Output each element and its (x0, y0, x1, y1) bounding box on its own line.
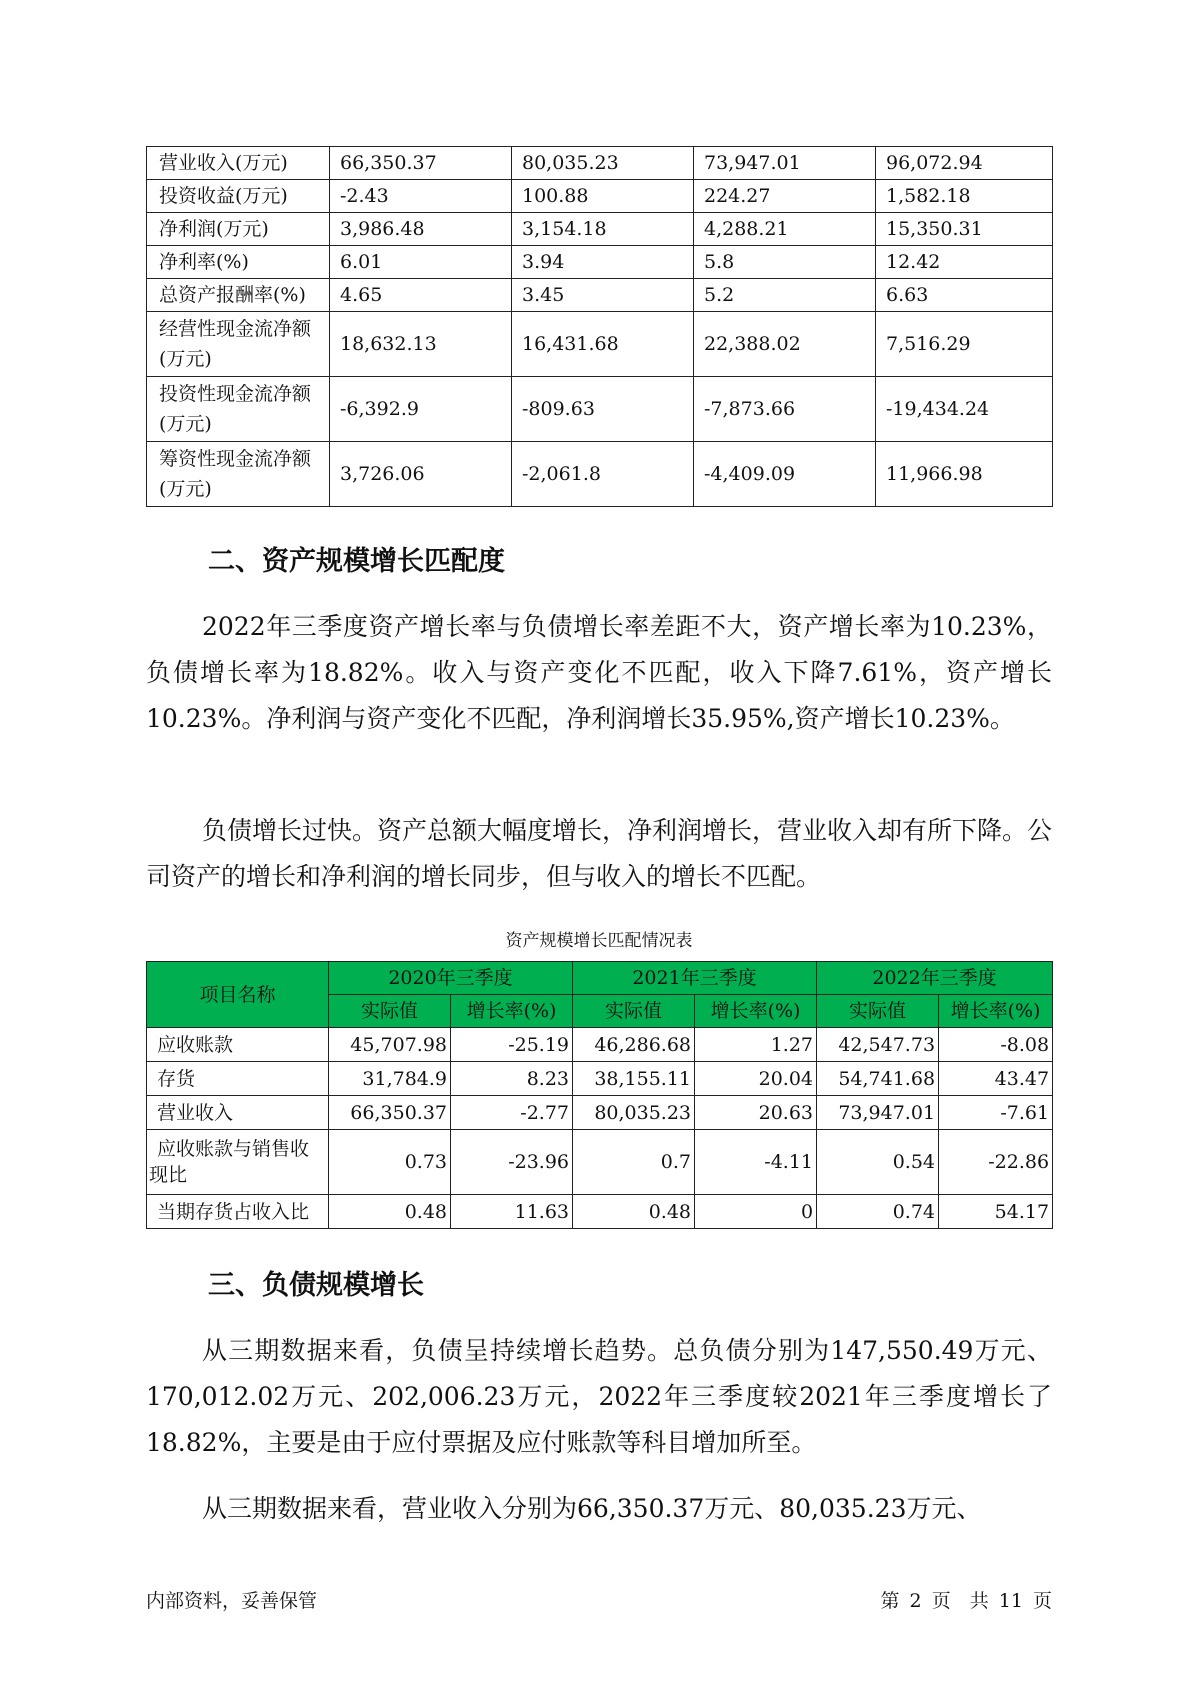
table-row (147, 1028, 1053, 1062)
table-cell: 46,286.68 (573, 1028, 695, 1062)
column-header: 项目名称 (147, 962, 329, 1028)
row-label: 营业收入(万元) (147, 147, 330, 180)
table-row (147, 1130, 1053, 1195)
table-cell: 0 (695, 1195, 817, 1229)
row-label-line: 投资性现金流净额 (159, 383, 312, 405)
table-row (147, 377, 1053, 442)
row-label: 总资产报酬率(%) (147, 279, 330, 312)
table-cell: 3.94 (512, 246, 694, 279)
table-cell: 45,707.98 (329, 1028, 451, 1062)
column-header: 增长率(%) (451, 995, 573, 1028)
table-cell: 31,784.9 (329, 1062, 451, 1096)
table-cell: 66,350.37 (329, 1096, 451, 1130)
table-cell: -809.63 (512, 377, 694, 442)
table-cell: 73,947.01 (694, 147, 876, 180)
table-cell: -23.96 (451, 1130, 573, 1195)
row-label: 净利润(万元) (147, 213, 330, 246)
table-cell: -2.43 (330, 180, 512, 213)
table-cell: 54.17 (939, 1195, 1053, 1229)
column-header: 增长率(%) (695, 995, 817, 1028)
table-cell: 0.48 (329, 1195, 451, 1229)
table-row (147, 246, 1053, 279)
paragraph: 负债增长过快。资产总额大幅度增长，净利润增长，营业收入却有所下降。公司资产的增长和净利润的增长同步，但与收入的增长不匹配。 (146, 816, 1053, 891)
row-label: 营业收入 (147, 1096, 329, 1130)
row-label-line: (万元) (159, 348, 212, 370)
table-cell: 20.63 (695, 1096, 817, 1130)
table-row (147, 442, 1053, 507)
table-cell: 7,516.29 (876, 312, 1053, 377)
table-cell: -7,873.66 (694, 377, 876, 442)
row-label: 存货 (147, 1062, 329, 1096)
table-cell: 18,632.13 (330, 312, 512, 377)
section-heading: 三、负债规模增长 (208, 1270, 424, 1301)
asset-growth-match-table (146, 961, 1053, 1229)
page-number (880, 1586, 1052, 1613)
table-cell: 20.04 (695, 1062, 817, 1096)
table-cell: -4,409.09 (694, 442, 876, 507)
paragraph: 从三期数据来看，营业收入分别为66,350.37万元、80,035.23万元、 (202, 1494, 982, 1523)
row-label-line: (万元) (159, 413, 212, 435)
row-label: 当期存货占收入比 (147, 1195, 329, 1229)
table-cell: 15,350.31 (876, 213, 1053, 246)
table-cell: 0.48 (573, 1195, 695, 1229)
table-cell: 4.65 (330, 279, 512, 312)
row-label (147, 1130, 329, 1195)
row-label-line: 应收账款与销售收 (157, 1138, 310, 1160)
table-header-row (147, 962, 1053, 995)
column-header: 实际值 (817, 995, 939, 1028)
page-prefix: 第 (880, 1590, 900, 1612)
table-cell: 3.45 (512, 279, 694, 312)
table-cell: 1.27 (695, 1028, 817, 1062)
page-total: 11 (998, 1590, 1023, 1612)
paragraph: 2022年三季度资产增长率与负债增长率差距不大，资产增长率为10.23%，负债增长率为18.82%。收入与资产变化不匹配，收入下降7.61%，资产增长10.23%。净利润与资产变化不匹配，净利润增长35.95%,资产增长10.23%。 (146, 612, 1052, 733)
table-row (147, 1195, 1053, 1229)
table-cell: 0.54 (817, 1130, 939, 1195)
table-cell: 42,547.73 (817, 1028, 939, 1062)
table-cell: 11.63 (451, 1195, 573, 1229)
table-cell: -8.08 (939, 1028, 1053, 1062)
table-cell: 12.42 (876, 246, 1053, 279)
table-cell: 80,035.23 (512, 147, 694, 180)
column-header: 2022年三季度 (817, 962, 1053, 995)
table-cell: -2,061.8 (512, 442, 694, 507)
table-row (147, 180, 1053, 213)
table-cell: -19,434.24 (876, 377, 1053, 442)
financial-summary-table (146, 146, 1053, 507)
row-label (147, 442, 330, 507)
table-cell: 3,726.06 (330, 442, 512, 507)
table-cell: 22,388.02 (694, 312, 876, 377)
page-mid: 页 共 (931, 1590, 989, 1612)
table-cell: 80,035.23 (573, 1096, 695, 1130)
table-cell: 0.73 (329, 1130, 451, 1195)
table-cell: 8.23 (451, 1062, 573, 1096)
table-cell: 1,582.18 (876, 180, 1053, 213)
table-row (147, 1096, 1053, 1130)
table-cell: 0.7 (573, 1130, 695, 1195)
section-heading: 二、资产规模增长匹配度 (208, 546, 505, 577)
table-cell: 73,947.01 (817, 1096, 939, 1130)
table-cell: 43.47 (939, 1062, 1053, 1096)
table-cell: 16,431.68 (512, 312, 694, 377)
table-row (147, 213, 1053, 246)
table-cell: -6,392.9 (330, 377, 512, 442)
column-header: 2021年三季度 (573, 962, 817, 995)
footer-confidential-note: 内部资料，妥善保管 (146, 1590, 318, 1612)
row-label-line: 现比 (149, 1164, 188, 1186)
table-row (147, 1062, 1053, 1096)
page-current: 2 (909, 1590, 922, 1612)
row-label: 净利率(%) (147, 246, 330, 279)
paragraph: 从三期数据来看，负债呈持续增长趋势。总负债分别为147,550.49万元、170,012.02万元、202,006.23万元，2022年三季度较2021年三季度增长了18.82%，主要是由于应付票据及应付账款等科目增加所至。 (146, 1336, 1052, 1457)
table-cell: 6.01 (330, 246, 512, 279)
table-cell: 38,155.11 (573, 1062, 695, 1096)
page-suffix: 页 (1032, 1590, 1052, 1612)
table-row (147, 279, 1053, 312)
table-caption: 资产规模增长匹配情况表 (505, 931, 693, 951)
column-header: 实际值 (573, 995, 695, 1028)
table-cell: 4,288.21 (694, 213, 876, 246)
table-cell: 100.88 (512, 180, 694, 213)
table-cell: 3,986.48 (330, 213, 512, 246)
column-header: 增长率(%) (939, 995, 1053, 1028)
table-cell: -25.19 (451, 1028, 573, 1062)
table-cell: -2.77 (451, 1096, 573, 1130)
table-row (147, 147, 1053, 180)
table-cell: 54,741.68 (817, 1062, 939, 1096)
row-label-line: (万元) (159, 478, 212, 500)
table-row (147, 312, 1053, 377)
column-header: 实际值 (329, 995, 451, 1028)
table-cell: 224.27 (694, 180, 876, 213)
table-cell: 0.74 (817, 1195, 939, 1229)
table-cell: 6.63 (876, 279, 1053, 312)
row-label-line: 经营性现金流净额 (159, 318, 312, 340)
column-header: 2020年三季度 (329, 962, 573, 995)
table-cell: 5.2 (694, 279, 876, 312)
table-cell: -7.61 (939, 1096, 1053, 1130)
row-label: 应收账款 (147, 1028, 329, 1062)
table-cell: -22.86 (939, 1130, 1053, 1195)
table-cell: 5.8 (694, 246, 876, 279)
table-cell: 11,966.98 (876, 442, 1053, 507)
table-cell: 96,072.94 (876, 147, 1053, 180)
table-cell: 66,350.37 (330, 147, 512, 180)
row-label (147, 312, 330, 377)
row-label: 投资收益(万元) (147, 180, 330, 213)
row-label-line: 筹资性现金流净额 (159, 448, 312, 470)
table-cell: 3,154.18 (512, 213, 694, 246)
table-cell: -4.11 (695, 1130, 817, 1195)
row-label (147, 377, 330, 442)
